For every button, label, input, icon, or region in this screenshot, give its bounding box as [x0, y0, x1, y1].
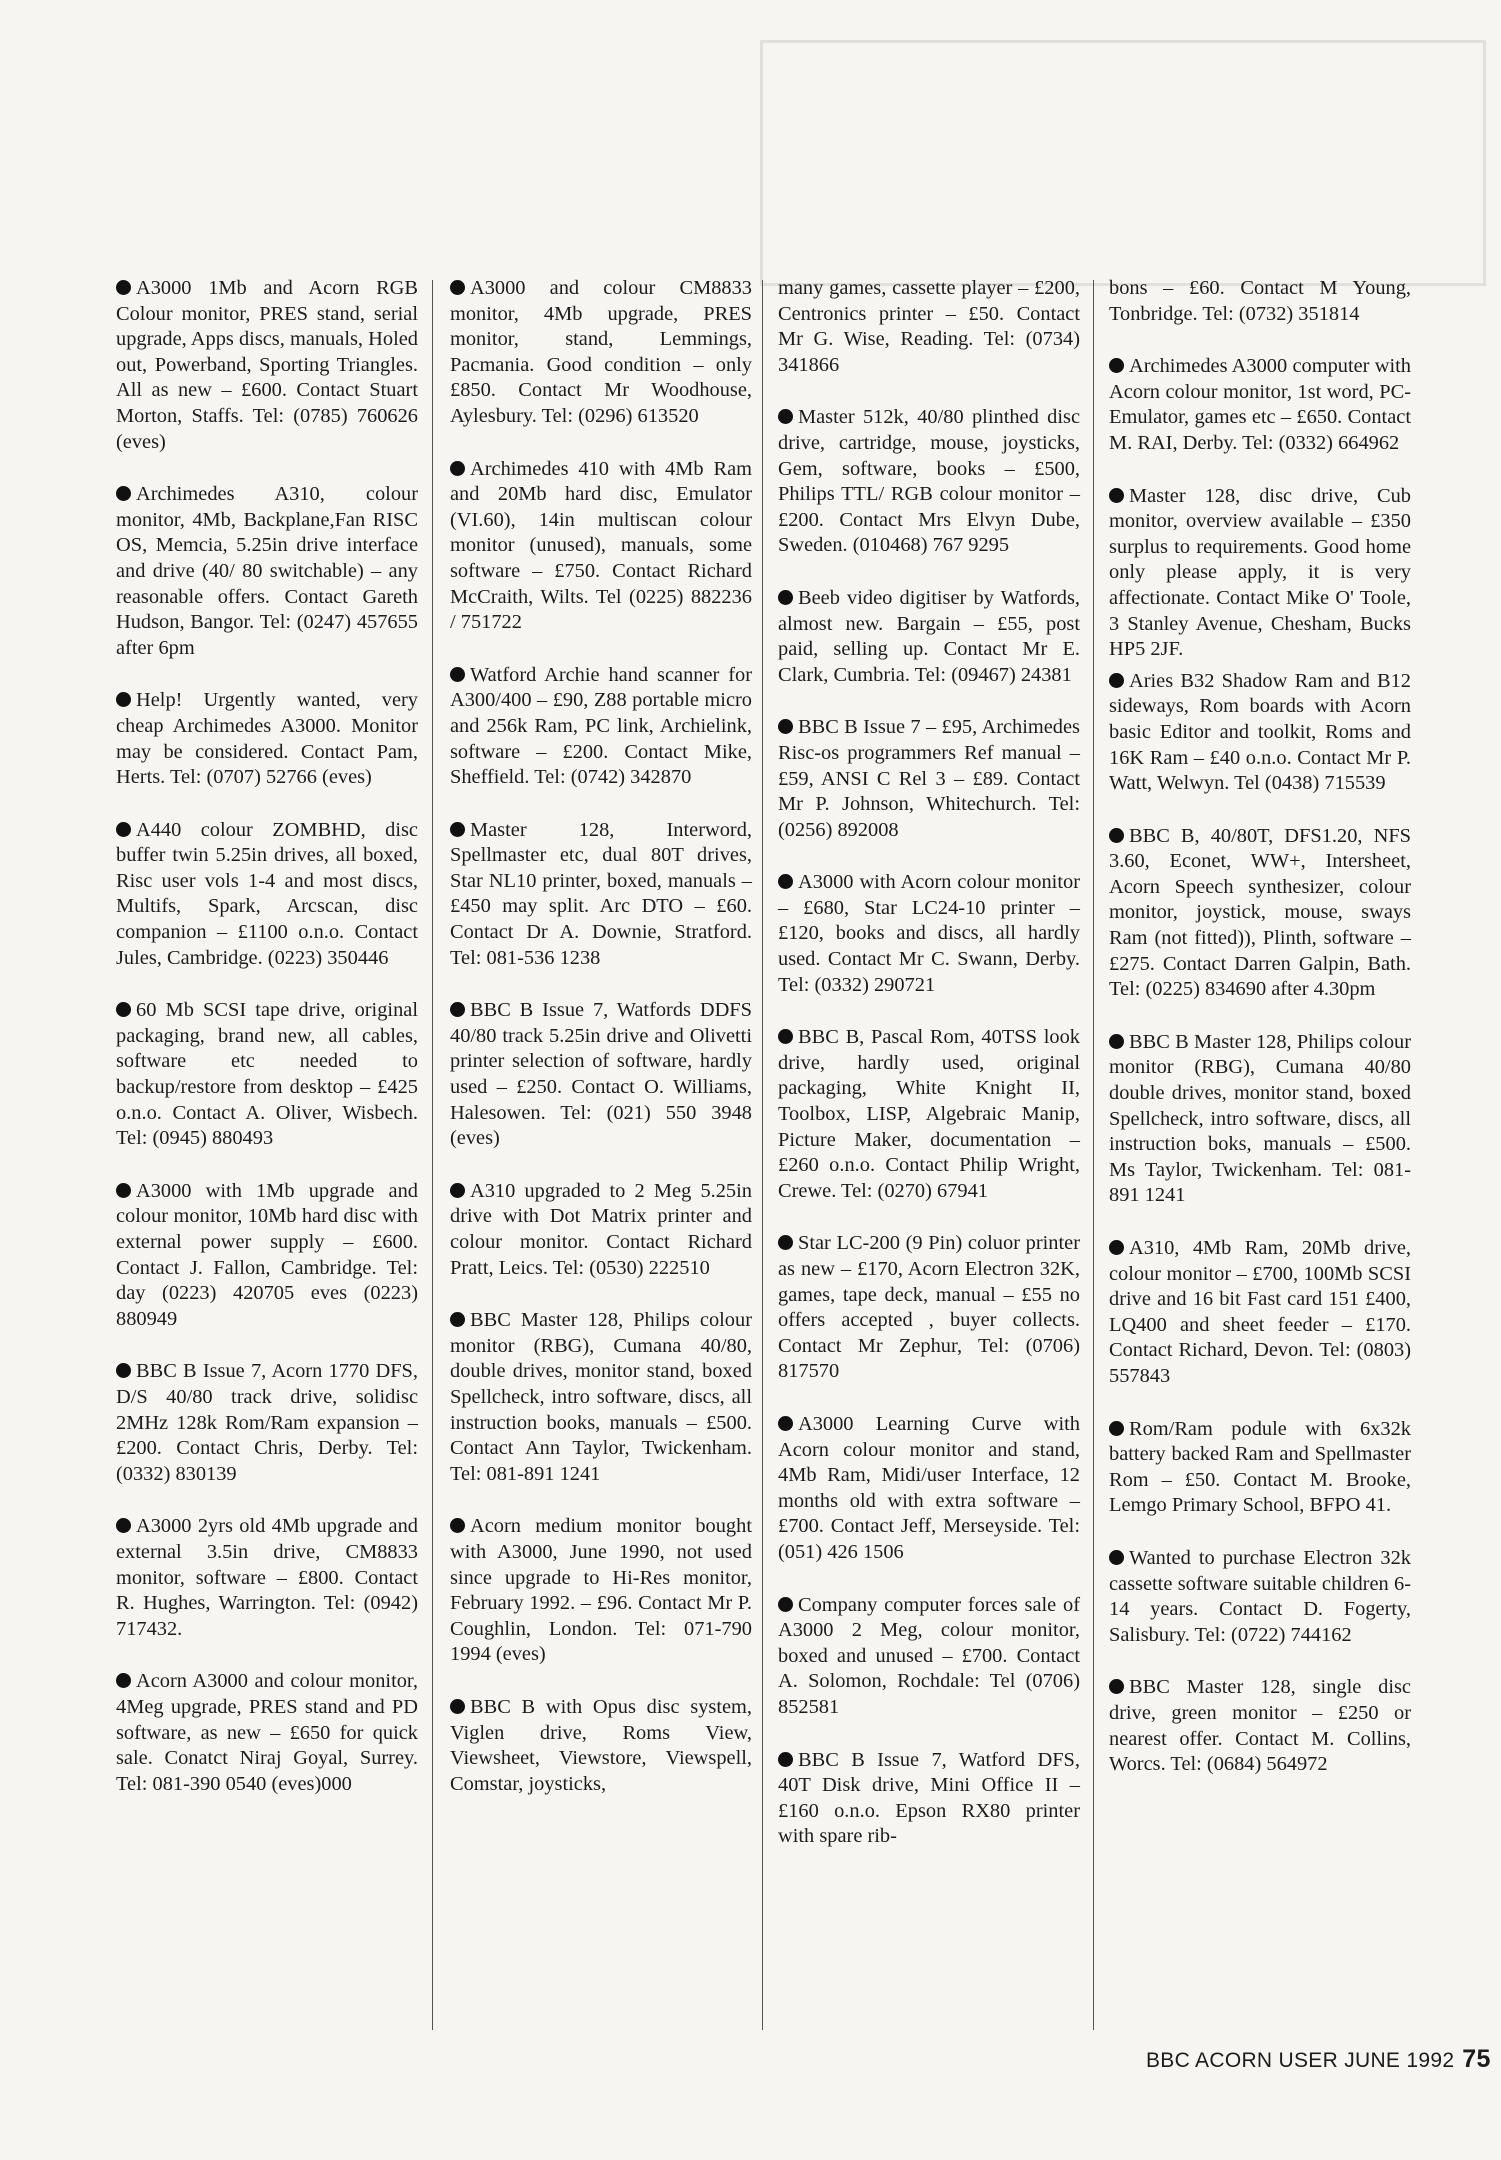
- ad-text: BBC B Issue 7 – £95, Archimedes Risc-os programmers Ref manual – £59, ANSI C Rel 3 – £89. Contact Mr P. Johnson, Whitechurch. Tel: (0256) 892008: [778, 716, 1080, 841]
- bullet-icon: [116, 822, 131, 837]
- classified-ad: [450, 1179, 752, 1281]
- classified-ad: [116, 998, 418, 1152]
- ad-text: A440 colour ZOMBHD, disc buffer twin 5.25in drives, all boxed, Risc user vols 1-4 and most discs, Multifs, Spark, Arcscan, disc companion – £1100 o.n.o. Contact Jules, Cambridge. (0223) 350446: [116, 818, 418, 969]
- bullet-icon: [116, 1518, 131, 1533]
- column-1: [116, 276, 418, 1824]
- classified-ad: [450, 1308, 752, 1487]
- classified-ad: [450, 1695, 752, 1797]
- ad-text: A3000 Learning Curve with Acorn colour monitor and stand, 4Mb Ram, Midi/user Interface, 12 months old with extra software – £700. Contact Jeff, Merseyside. Tel: (051) 426 1506: [778, 1412, 1080, 1563]
- classified-ad: [450, 998, 752, 1152]
- ad-text: BBC B Issue 7, Watfords DDFS 40/80 track 5.25in drive and Olivetti printer selection of software, hardly used – £250. Contact O. Williams, Halesowen. Tel: (021) 550 3948 (eves): [450, 999, 752, 1150]
- bullet-icon: [778, 590, 793, 605]
- classified-ad: [778, 405, 1080, 559]
- ad-text: A310, 4Mb Ram, 20Mb drive, colour monitor – £700, 100Mb SCSI drive and 16 bit Fast card 151 £400, LQ400 and sheet feeder – £170. Contact Richard, Devon. Tel: (0803) 557843: [1109, 1237, 1411, 1387]
- classified-ad: [450, 276, 752, 430]
- bullet-icon: [450, 1002, 465, 1017]
- bullet-icon: [450, 461, 465, 476]
- bullet-icon: [1109, 488, 1124, 503]
- classified-ad: [778, 715, 1080, 843]
- bleed-frame: [760, 40, 1486, 286]
- column-2: [450, 276, 752, 1824]
- bullet-icon: [116, 1183, 131, 1198]
- classified-ad: [116, 1514, 418, 1642]
- ad-text: bons – £60. Contact M Young, Tonbridge. Tel: (0732) 351814: [1109, 277, 1411, 325]
- page-footer: [1146, 2045, 1491, 2074]
- classified-ad: [1109, 824, 1411, 1003]
- bullet-icon: [1109, 673, 1124, 688]
- classified-ad: [778, 1412, 1080, 1566]
- ad-text: BBC B Master 128, Philips colour monitor (RBG), Cumana 40/80 double drives, monitor stand, boxed Spellcheck, intro software, discs, all instruction boks, manuals – £500. Ms Taylor, Twickenham. Tel: 081-891 1241: [1109, 1030, 1411, 1207]
- bullet-icon: [778, 409, 793, 424]
- bullet-icon: [778, 1029, 793, 1044]
- page-number: 75: [1462, 2045, 1491, 2073]
- classified-ad: [116, 818, 418, 972]
- ad-text: 60 Mb SCSI tape drive, original packaging, brand new, all cables, software etc needed to backup/restore from desktop – £425 o.n.o. Contact A. Oliver, Wisbech. Tel: (0945) 880493: [116, 999, 418, 1150]
- bullet-icon: [778, 1416, 793, 1431]
- classified-ad: [1109, 1546, 1411, 1648]
- classified-ad: [778, 1748, 1080, 1850]
- bullet-icon: [778, 719, 793, 734]
- bullet-icon: [116, 486, 131, 501]
- ad-text: Company computer forces sale of A3000 2 Meg, colour monitor, boxed and unused – £700. Contact A. Solomon, Rochdale: Tel (0706) 852581: [778, 1593, 1080, 1718]
- ad-text: Beeb video digitiser by Watfords, almost new. Bargain – £55, post paid, selling up. Contact Mr E. Clark, Cumbria. Tel: (09467) 24381: [778, 586, 1080, 686]
- ad-text: Master 128, Interword, Spellmaster etc, dual 80T drives, Star NL10 printer, boxed, manuals – £450 may split. Arc DTO – £60. Contact Dr A. Downie, Stratford. Tel: 081-536 1238: [450, 818, 752, 969]
- classified-ad: [778, 870, 1080, 998]
- ad-text: BBC B, 40/80T, DFS1.20, NFS 3.60, Econet, WW+, Intersheet, Acorn Speech synthesizer, colour monitor, joystick, mouse, sways Ram (not fitted)), Plinth, software – £275. Contact Darren Galpin, Bath. Tel: (0225) 834690 after 4.30pm: [1109, 824, 1411, 1001]
- ad-text: Aries B32 Shadow Ram and B12 sideways, Rom boards with Acorn basic Editor and toolkit, Roms and 16K Ram – £40 o.n.o. Contact Mr P. Watt, Welwyn. Tel (0438) 715539: [1109, 669, 1411, 795]
- classified-ad: [1109, 276, 1411, 327]
- classified-ad: [450, 818, 752, 972]
- classified-ad: [1109, 1675, 1411, 1777]
- ad-text: Archimedes A3000 computer with Acorn colour monitor, 1st word, PC-Emulator, games etc – £650. Contact M. RAI, Derby. Tel: (0332) 664962: [1109, 355, 1411, 454]
- classified-ad: [116, 482, 418, 661]
- bullet-icon: [1109, 1240, 1124, 1255]
- ad-text: Acorn A3000 and colour monitor, 4Meg upgrade, PRES stand and PD software, as new – £650 for quick sale. Conatct Niraj Goyal, Surrey. Tel: 081-390 0540 (eves)000: [116, 1670, 418, 1795]
- bullet-icon: [778, 874, 793, 889]
- classified-ad: [116, 1359, 418, 1487]
- ad-text: BBC B Issue 7, Acorn 1770 DFS, D/S 40/80 track drive, solidisc 2MHz 128k Rom/Ram expansion – £200. Contact Chris, Derby. Tel: (0332) 830139: [116, 1360, 418, 1485]
- classified-ad: [778, 1593, 1080, 1721]
- ad-text: A3000 with 1Mb upgrade and colour monitor, 10Mb hard disc with external power supply – £600. Contact J. Fallon, Cambridge. Tel: day (0223) 420705 eves (0223) 880949: [116, 1179, 418, 1330]
- ad-text: Acorn medium monitor bought with A3000, June 1990, not used since upgrade to Hi-Res monitor, February 1992. – £96. Contact Mr P. Coughlin, London. Tel: 071-790 1994 (eves): [450, 1515, 752, 1666]
- bullet-icon: [778, 1235, 793, 1250]
- ad-text: BBC B Issue 7, Watford DFS, 40T Disk drive, Mini Office II – £160 o.n.o. Epson RX80 printer with spare rib-: [778, 1748, 1080, 1848]
- column-rule: [762, 280, 763, 2030]
- bullet-icon: [116, 692, 131, 707]
- ad-text: Master 512k, 40/80 plinthed disc drive, cartridge, mouse, joysticks, Gem, software, books – £500, Philips TTL/ RGB colour monitor – £200. Contact Mrs Elvyn Dube, Sweden. (010468) 767 9295: [778, 406, 1080, 557]
- bullet-icon: [450, 1183, 465, 1198]
- classified-ad: [1109, 669, 1411, 797]
- ad-text: Help! Urgently wanted, very cheap Archimedes A3000. Monitor may be considered. Contact Pam, Herts. Tel: (0707) 52766 (eves): [116, 689, 418, 789]
- ad-text: BBC B with Opus disc system, Viglen drive, Roms View, Viewsheet, Viewstore, Viewspell, Comstar, joysticks,: [450, 1695, 752, 1795]
- ad-text: Archimedes A310, colour monitor, 4Mb, Backplane,Fan RISC OS, Memcia, 5.25in drive interface and drive (40/ 80 switchable) – any reasonable offers. Contact Gareth Hudson, Bangor. Tel: (0247) 457655 after 6pm: [116, 483, 418, 659]
- classified-ad: [778, 1025, 1080, 1204]
- ad-text: A3000 with Acorn colour monitor – £680, Star LC24-10 printer – £120, books and discs, all hardly used. Contact Mr C. Swann, Derby. Tel: (0332) 290721: [778, 871, 1080, 996]
- classified-ad: [1109, 1417, 1411, 1519]
- publication-name: BBC ACORN USER JUNE 1992: [1146, 2049, 1455, 2072]
- bullet-icon: [116, 1002, 131, 1017]
- ad-text: BBC Master 128, Philips colour monitor (RBG), Cumana 40/80, double drives, monitor stand, boxed Spellcheck, intro software, discs, all instruction books, manuals – £500. Contact Ann Taylor, Twickenham. Tel: 081-891 1241: [450, 1309, 752, 1485]
- bullet-icon: [116, 1363, 131, 1378]
- ad-text: A3000 2yrs old 4Mb upgrade and external 3.5in drive, CM8833 monitor, software – £800. Contact R. Hughes, Warrington. Tel: (0942) 717432.: [116, 1515, 418, 1640]
- column-3: [778, 276, 1080, 1877]
- ad-text: Master 128, disc drive, Cub monitor, overview available – £350 surplus to requirements. Good home only please apply, it is very affectionate. Contact Mike O' Toole, 3 Stanley Avenue, Chesham, Bucks HP5 2JF.: [1109, 484, 1411, 661]
- ad-text: BBC B, Pascal Rom, 40TSS look drive, hardly used, original packaging, White Knight II, Toolbox, LISP, Algebraic Manip, Picture Maker, documentation – £260 o.n.o. Contact Philip Wright, Crewe. Tel: (0270) 67941: [778, 1026, 1080, 1202]
- bullet-icon: [1109, 1034, 1124, 1049]
- classified-ad: [778, 276, 1080, 378]
- ad-text: A310 upgraded to 2 Meg 5.25in drive with Dot Matrix printer and colour monitor. Contact Richard Pratt, Leics. Tel: (0530) 222510: [450, 1179, 752, 1279]
- facing-page-bleed: [720, 20, 1501, 290]
- classified-ad: [1109, 1236, 1411, 1390]
- bullet-icon: [116, 1673, 131, 1688]
- ad-text: A3000 1Mb and Acorn RGB Colour monitor, PRES stand, serial upgrade, Apps discs, manuals, Holed out, Powerband, Sporting Triangles. All as new – £600. Contact Stuart Morton, Staffs. Tel: (0785) 760626 (eves): [116, 277, 418, 453]
- classified-ad: [450, 663, 752, 791]
- classified-ad: [778, 1231, 1080, 1385]
- column-rule: [1093, 280, 1094, 2030]
- classified-ad: [1109, 1030, 1411, 1209]
- classified-ad: [116, 688, 418, 790]
- bullet-icon: [450, 822, 465, 837]
- classified-ad: [450, 457, 752, 636]
- bullet-icon: [450, 1312, 465, 1327]
- ad-text: Watford Archie hand scanner for A300/400 – £90, Z88 portable micro and 256k Ram, PC link, Archielink, software – £200. Contact Mike, Sheffield. Tel: (0742) 342870: [450, 663, 752, 789]
- classified-ad: [1109, 484, 1411, 663]
- bullet-icon: [450, 1699, 465, 1714]
- ad-text: BBC Master 128, single disc drive, green monitor – £250 or nearest offer. Contact M. Collins, Worcs. Tel: (0684) 564972: [1109, 1676, 1411, 1776]
- classified-ad: [1109, 354, 1411, 456]
- bullet-icon: [1109, 828, 1124, 843]
- classified-ad: [450, 1514, 752, 1668]
- bullet-icon: [778, 1597, 793, 1612]
- ad-text: many games, cassette player – £200, Centronics printer – £50. Contact Mr G. Wise, Reading. Tel: (0734) 341866: [778, 277, 1080, 376]
- bullet-icon: [450, 1518, 465, 1533]
- bullet-icon: [1109, 1550, 1124, 1565]
- classified-ad: [116, 1179, 418, 1333]
- column-4: [1109, 276, 1411, 1805]
- bullet-icon: [1109, 358, 1124, 373]
- bullet-icon: [116, 280, 131, 295]
- column-rule: [432, 280, 433, 2030]
- ad-text: A3000 and colour CM8833 monitor, 4Mb upgrade, PRES monitor, stand, Lemmings, Pacmania. Good condition – only £850. Contact Mr Woodhouse, Aylesbury. Tel: (0296) 613520: [450, 277, 752, 427]
- classified-ad: [116, 276, 418, 455]
- bullet-icon: [450, 280, 465, 295]
- bullet-icon: [450, 667, 465, 682]
- ad-text: Star LC-200 (9 Pin) coluor printer as new – £170, Acorn Electron 32K, games, tape deck, manual – £55 no offers accepted , buyer collects. Contact Mr Zephur, Tel: (0706) 817570: [778, 1232, 1080, 1383]
- bullet-icon: [778, 1752, 793, 1767]
- ad-text: Wanted to purchase Electron 32k cassette software suitable children 6-14 years. Contact D. Fogerty, Salisbury. Tel: (0722) 744162: [1109, 1546, 1411, 1646]
- classified-ad: [778, 586, 1080, 688]
- ad-text: Rom/Ram podule with 6x32k battery backed Ram and Spellmaster Rom – £50. Contact M. Brooke, Lemgo Primary School, BFPO 41.: [1109, 1417, 1411, 1517]
- bullet-icon: [1109, 1421, 1124, 1436]
- classified-ad: [116, 1669, 418, 1797]
- bullet-icon: [1109, 1679, 1124, 1694]
- ad-text: Archimedes 410 with 4Mb Ram and 20Mb hard disc, Emulator (VI.60), 14in multiscan colour monitor (unused), manuals, some software – £750. Contact Richard McCraith, Wilts. Tel (0225) 882236 / 751722: [450, 457, 752, 634]
